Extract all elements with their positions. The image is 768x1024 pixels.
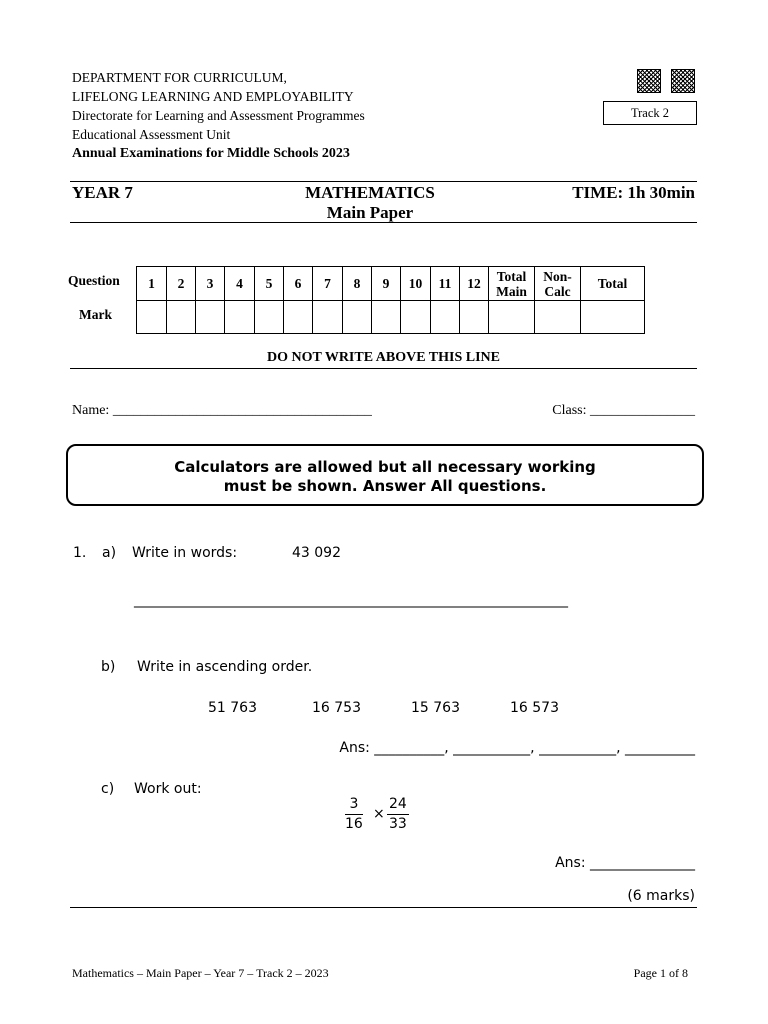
title-top-rule xyxy=(70,181,697,182)
year-label: YEAR 7 xyxy=(72,183,133,202)
question-cell: 2 xyxy=(167,267,196,301)
instructions-line-1: Calculators are allowed but all necessary working xyxy=(174,458,596,476)
times-sign: × xyxy=(373,806,385,822)
part-c-label: c) xyxy=(101,781,115,797)
fraction-two xyxy=(387,796,409,834)
department-header xyxy=(72,68,365,144)
footer-title: Mathematics – Main Paper – Year 7 – Track 2 – 2023 xyxy=(72,966,329,980)
fraction-one-numerator: 3 xyxy=(345,796,363,815)
question-cell: 7 xyxy=(313,267,343,301)
department-line-1: DEPARTMENT FOR CURRICULUM, xyxy=(72,70,287,85)
total-main-header xyxy=(489,267,535,301)
question-row-label: Question xyxy=(68,273,120,288)
mark-row xyxy=(137,301,645,334)
ordering-number: 16 753 xyxy=(312,700,361,716)
qr-code-icon xyxy=(637,69,661,93)
ordering-number: 51 763 xyxy=(208,700,257,716)
non-calc-line-1: Non- xyxy=(543,268,572,284)
part-a-text: Write in words: xyxy=(132,545,238,561)
time-label: TIME: 1h 30min xyxy=(572,183,695,202)
question-cell: 3 xyxy=(196,267,225,301)
part-a-label: a) xyxy=(102,545,117,561)
total-cell[interactable] xyxy=(581,301,645,334)
question-number: 1. xyxy=(73,545,87,561)
part-b-text: Write in ascending order. xyxy=(137,659,313,675)
part-b-label: b) xyxy=(101,659,116,675)
class-field[interactable]: Class: _______________ xyxy=(552,403,695,418)
paper-name: Main Paper xyxy=(326,203,414,222)
mark-cell[interactable] xyxy=(137,301,167,334)
question-cell: 12 xyxy=(460,267,489,301)
marks-table xyxy=(136,266,645,334)
mark-cell[interactable] xyxy=(313,301,343,334)
instructions-box xyxy=(66,444,704,506)
total-main-line-2: Main xyxy=(496,283,527,299)
question-cell: 5 xyxy=(255,267,284,301)
part-c-text: Work out: xyxy=(134,781,202,797)
question-cell: 1 xyxy=(137,267,167,301)
mark-row-label: Mark xyxy=(79,307,112,322)
mark-cell[interactable] xyxy=(196,301,225,334)
total-main-line-1: Total xyxy=(496,268,527,284)
question-cell: 4 xyxy=(225,267,255,301)
fraction-one xyxy=(345,796,363,834)
mark-cell[interactable] xyxy=(431,301,460,334)
title-bottom-rule xyxy=(70,222,697,223)
fraction-two-denominator: 33 xyxy=(389,816,407,832)
qr-code-icon xyxy=(671,69,695,93)
question-marks: (6 marks) xyxy=(627,888,695,904)
ordering-number: 16 573 xyxy=(510,700,559,716)
department-line-2: LIFELONG LEARNING AND EMPLOYABILITY xyxy=(72,89,354,104)
mark-cell[interactable] xyxy=(401,301,431,334)
question-cell: 8 xyxy=(343,267,372,301)
part-a-value: 43 092 xyxy=(292,545,341,561)
ordering-number: 15 763 xyxy=(411,700,460,716)
question-cell: 10 xyxy=(401,267,431,301)
question-cell: 9 xyxy=(372,267,401,301)
part-c-answer[interactable]: Ans: _______________ xyxy=(555,855,695,871)
total-main-cell[interactable] xyxy=(489,301,535,334)
question-cell: 11 xyxy=(431,267,460,301)
fraction-two-numerator: 24 xyxy=(387,796,409,815)
mark-cell[interactable] xyxy=(225,301,255,334)
mark-cell[interactable] xyxy=(372,301,401,334)
exam-title: Annual Examinations for Middle Schools 2023 xyxy=(72,146,350,161)
do-not-write-rule xyxy=(70,368,697,369)
page-number: Page 1 of 8 xyxy=(633,966,688,980)
track-box: Track 2 xyxy=(603,101,697,125)
instructions-line-2: must be shown. Answer All questions. xyxy=(223,477,547,495)
mark-cell[interactable] xyxy=(460,301,489,334)
question-end-rule xyxy=(70,907,697,908)
mark-cell[interactable] xyxy=(255,301,284,334)
subject-title xyxy=(270,183,470,223)
name-field[interactable]: Name: _____________________________________ xyxy=(72,403,372,418)
question-cell: 6 xyxy=(284,267,313,301)
do-not-write-notice: DO NOT WRITE ABOVE THIS LINE xyxy=(266,350,501,365)
mark-cell[interactable] xyxy=(343,301,372,334)
department-line-4: Educational Assessment Unit xyxy=(72,127,231,142)
subject-name: MATHEMATICS xyxy=(305,183,435,202)
non-calc-header xyxy=(535,267,581,301)
department-line-3: Directorate for Learning and Assessment Programmes xyxy=(72,108,365,123)
fraction-one-denominator: 16 xyxy=(345,816,363,832)
non-calc-line-2: Calc xyxy=(544,283,571,299)
mark-cell[interactable] xyxy=(167,301,196,334)
question-number-row xyxy=(137,267,645,301)
non-calc-cell[interactable] xyxy=(535,301,581,334)
part-a-answer-line[interactable]: ______________________________________________________________ xyxy=(134,592,568,608)
part-b-answer[interactable]: Ans: __________, ___________, ___________, __________ xyxy=(339,740,695,756)
mark-cell[interactable] xyxy=(284,301,313,334)
total-header: Total xyxy=(581,267,645,301)
